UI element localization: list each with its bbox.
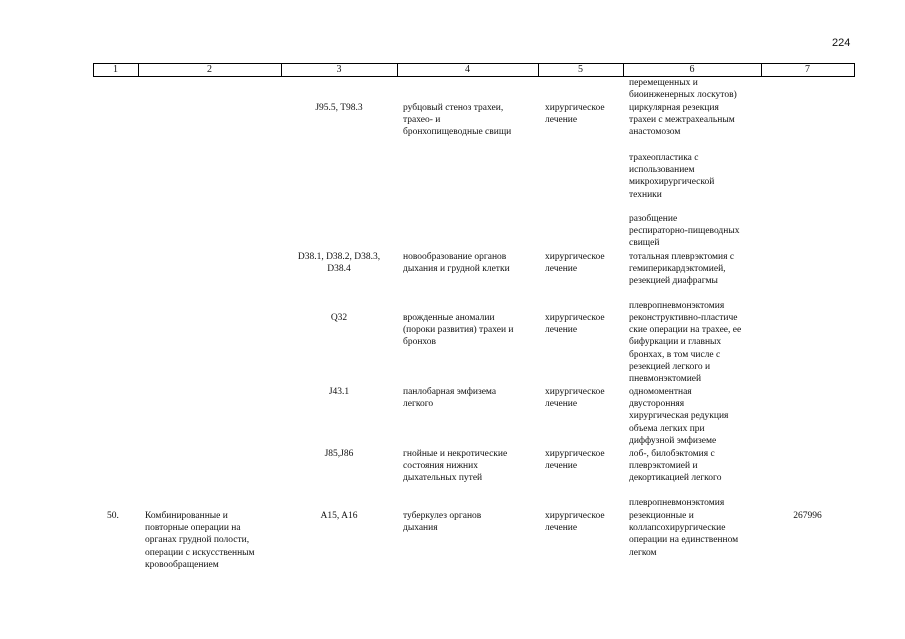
condition-cell: рубцовый стеноз трахеи, трахео- и бронхопищеводные свищи: [403, 103, 512, 138]
treatment-method-cell: одномоментная двусторонняя хирургическая редукция объема легких при диффузной эмфиземе: [629, 387, 729, 446]
icd-code-cell: J95.5, T98.3: [315, 103, 363, 113]
column-header-7: 7: [805, 64, 810, 75]
treatment-method-cell: реконструктивно-пластиче ские операции на трахее, ее бифуркации и главных бронхах, в том числе с резекцией легкого и пневмонэктомией: [629, 313, 742, 385]
condition-cell: туберкулез органов дыхания: [403, 511, 482, 534]
treatment-method-cell: плевропневмонэктомия: [629, 498, 725, 508]
treatment-type-cell: хирургическое лечение: [545, 511, 605, 534]
treatment-method-cell: резекционные и коллапсохирургические операции на единственном легком: [629, 511, 739, 558]
icd-code-cell: Q32: [330, 313, 348, 323]
condition-cell: гнойные и некротические состояния нижних дыхательных путей: [403, 449, 508, 484]
column-header-1: 1: [113, 64, 118, 75]
column-header-3: 3: [336, 64, 342, 75]
icd-code-cell: A15, A16: [320, 511, 358, 521]
icd-code-cell: J85,J86: [324, 449, 354, 459]
treatment-type-cell: хирургическое лечение: [545, 313, 605, 336]
icd-code-cell: J43.1: [328, 387, 350, 397]
treatment-method-cell: разобщение респираторно-пищеводных свищей: [629, 214, 740, 249]
treatment-method-cell: тотальная плеврэктомия с гемиперикардэктомией, резекцией диафрагмы: [629, 252, 735, 287]
condition-cell: новообразование органов дыхания и грудной клетки: [403, 252, 510, 275]
column-header-4: 4: [465, 64, 470, 75]
cost-cell: 267996: [793, 511, 822, 521]
column-header-5: 5: [578, 64, 583, 75]
header-bottom-border: [93, 76, 855, 77]
column-header-6: 6: [689, 64, 695, 75]
treatment-method-cell: лоб-, билобэктомия с плеврэктомией и декортикацией легкого: [629, 449, 722, 484]
condition-cell: панлобарная эмфизема легкого: [403, 387, 497, 410]
treatment-type-cell: хирургическое лечение: [545, 387, 605, 410]
treatment-method-cell: циркулярная резекция трахеи с межтрахеальным анастомозом: [629, 103, 735, 138]
page-number: 224: [832, 37, 851, 49]
row-number-cell: 50.: [107, 511, 119, 521]
treatment-type-cell: хирургическое лечение: [545, 252, 605, 275]
treatment-method-cell: плевропневмонэктомия: [629, 301, 725, 311]
treatment-type-cell: хирургическое лечение: [545, 449, 605, 472]
procedure-group-cell: Комбинированные и повторные операции на органах грудной полости, операции с искусственным кровообращением: [145, 511, 255, 570]
treatment-method-cell: перемещенных и биоинженерных лоскутов): [629, 78, 737, 101]
condition-cell: врожденные аномалии (пороки развития) трахеи и бронхов: [403, 313, 514, 348]
treatment-method-cell: трахеопластика с использованием микрохирургической техники: [629, 153, 715, 200]
treatment-type-cell: хирургическое лечение: [545, 103, 605, 126]
column-header-2: 2: [207, 64, 212, 75]
header-divider: [854, 63, 855, 77]
icd-code-cell: D38.1, D38.2, D38.3, D38.4: [297, 252, 381, 275]
